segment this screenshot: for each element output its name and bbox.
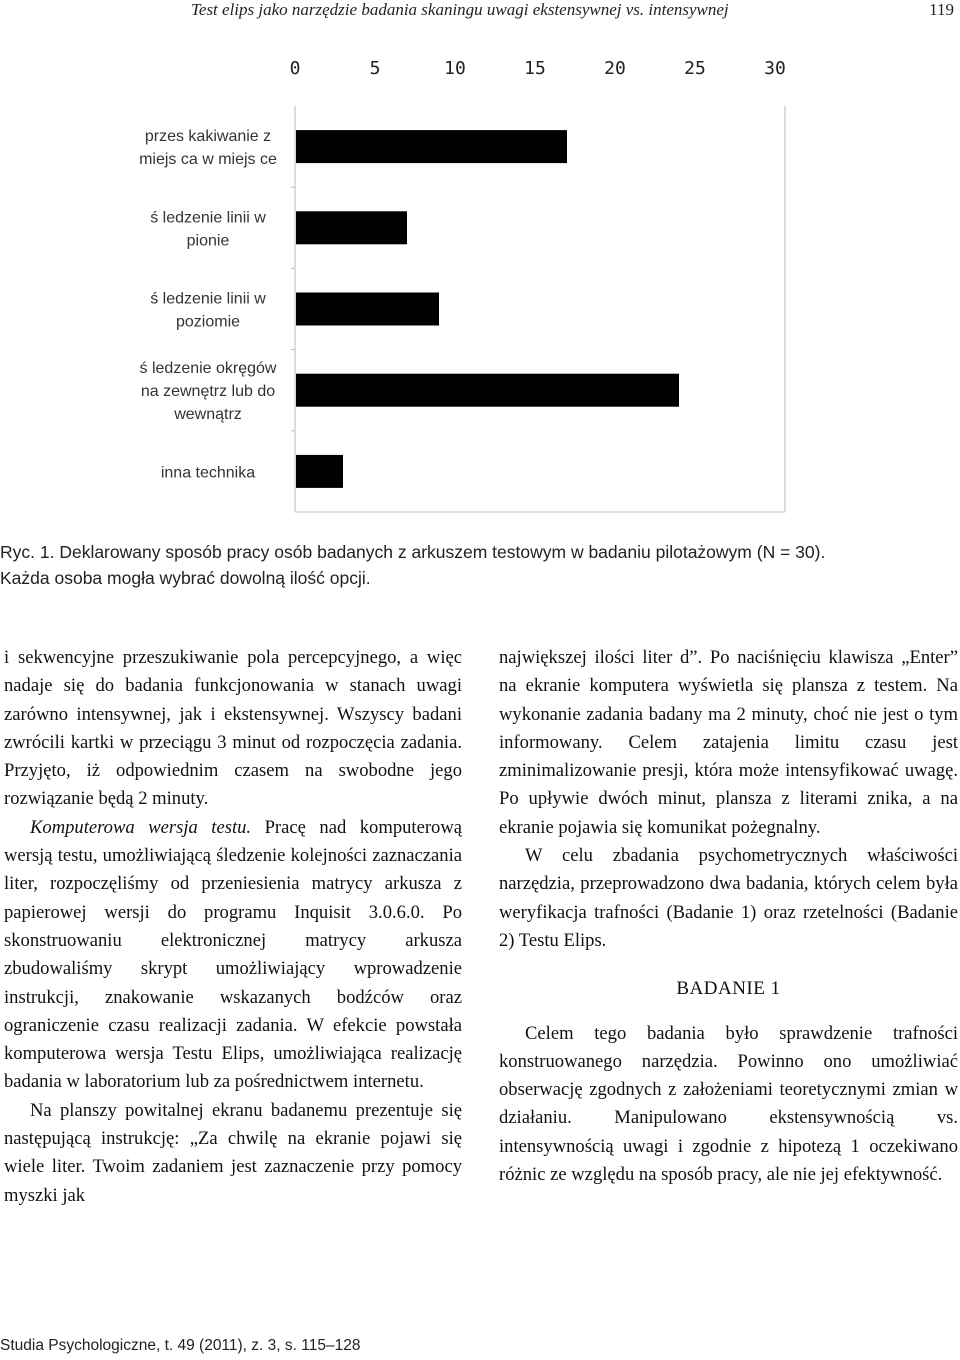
left-text-column	[4, 644, 462, 1210]
category-label: pionie	[186, 232, 230, 250]
category-label: ś ledzenie linii w	[150, 209, 266, 227]
x-tick-label: 15	[524, 58, 546, 79]
left-paragraph-2	[4, 814, 462, 1097]
bar	[296, 293, 439, 326]
section-run-in-heading: Komputerowa wersja testu.	[30, 816, 252, 838]
bar	[296, 455, 343, 488]
right-paragraph-3: Celem tego badania było sprawdzenie trafności konstruowanego narzędzia. Powinno ono umożliwiać obserwację zgodnych z założeniami teoretycznymi zmian w działaniu. Manipulowano ekstensywnością vs. intensywnością uwagi i zgodnie z hipotezą 1 oczekiwano różnic ze względu na sposób pracy, ale nie jej efektywność.	[499, 1022, 958, 1186]
category-label: ś ledzenie linii w	[150, 290, 266, 308]
bar-chart	[0, 44, 960, 524]
bar	[296, 374, 679, 407]
section-heading: BADANIE 1	[676, 978, 781, 1000]
running-header	[0, 0, 960, 26]
category-label: poziomie	[175, 313, 241, 331]
x-tick-label: 30	[764, 58, 786, 79]
right-paragraph-2: W celu zbadania psychometrycznych właściwości narzędzia, przeprowadzono dwa badania, których celem była weryfikacja trafności (Badanie 1) oraz rzetelności (Badanie 2) Testu Elips.	[499, 845, 958, 951]
x-tick-label: 5	[369, 58, 381, 79]
category-label: miejs ca w miejs ce	[139, 151, 277, 169]
left-paragraph-2-text: Pracę nad komputerową wersją testu, umożliwiającą śledzenie kolejności zaznaczania liter, rozpoczęliśmy od przeniesienia matrycy arkusza z papierowej wersji do programu Inquisit 3.0.6.0. Po skonstruowaniu elektronicznej matrycy arkusza zbudowaliśmy skrypt umożliwiający wprowadzenie instrukcji, znakowanie wskazanych bodźców oraz ograniczenie czasu realizacji zadania. W efekcie powstała komputerowa wersja Testu Elips, umożliwiająca realizację badania w laboratorium lub za pośrednictwem internetu.	[4, 816, 462, 1093]
figure-caption	[0, 539, 960, 591]
bar	[296, 211, 407, 244]
x-tick-label: 10	[444, 58, 466, 79]
page-number: 119	[929, 0, 954, 19]
category-label: przes kakiwanie z	[144, 128, 272, 146]
running-title: Test elips jako narzędzie badania skaningu uwagi ekstensywnej vs. intensywnej	[191, 0, 729, 19]
x-tick-label: 0	[289, 58, 301, 79]
x-tick-label: 20	[604, 58, 626, 79]
category-label: inna technika	[160, 464, 256, 482]
right-text-column	[499, 644, 958, 1189]
bar	[296, 130, 567, 163]
category-label: ś ledzenie okręgów	[139, 360, 277, 378]
caption-line-2: Każda osoba mogła wybrać dowolną ilość opcji.	[0, 568, 371, 588]
left-paragraph-3: Na planszy powitalnej ekranu badanemu prezentuje się następującą instrukcję: „Za chwilę na ekranie pojawi się wiele liter. Twoim zadaniem jest zaznaczenie przy pomocy myszki jak	[4, 1099, 462, 1206]
right-paragraph-1: największej ilości liter d”. Po naciśnięciu klawisza „Enter” na ekranie komputera wyświetla się plansza z testem. Na wykonanie zadania badany ma 2 minuty, choć nie jest o tym informowany. Celem zatajenia limitu czasu jest zminimalizowanie presji, która może intensyfikować uwagę. Po upływie dwóch minut, plansza z literami znika, a na ekranie pojawia się komunikat pożegnalny.	[499, 647, 958, 838]
left-paragraph-1: i sekwencyjne przeszukiwanie pola percepcyjnego, a więc nadaje się do badania funkcjonowania w stanach uwagi zarówno intensywnej, jak i ekstensywnej. Wszyscy badani zwrócili kartki w przeciągu 3 minut od rozpoczęcia zadania. Przyjęto, iż odpowiednim czasem na swobodne jego rozwiązanie będą 2 minuty.	[4, 647, 462, 810]
category-label: wewnątrz	[174, 406, 242, 424]
category-label: na zewnętrz lub do	[140, 383, 276, 401]
caption-line-1: Ryc. 1. Deklarowany sposób pracy osób badanych z arkuszem testowym w badaniu pilotażowym (N = 30).	[0, 542, 826, 562]
x-tick-label: 25	[684, 58, 706, 79]
journal-footer: Studia Psychologiczne, t. 49 (2011), z. 3, s. 115–128	[0, 1337, 361, 1354]
